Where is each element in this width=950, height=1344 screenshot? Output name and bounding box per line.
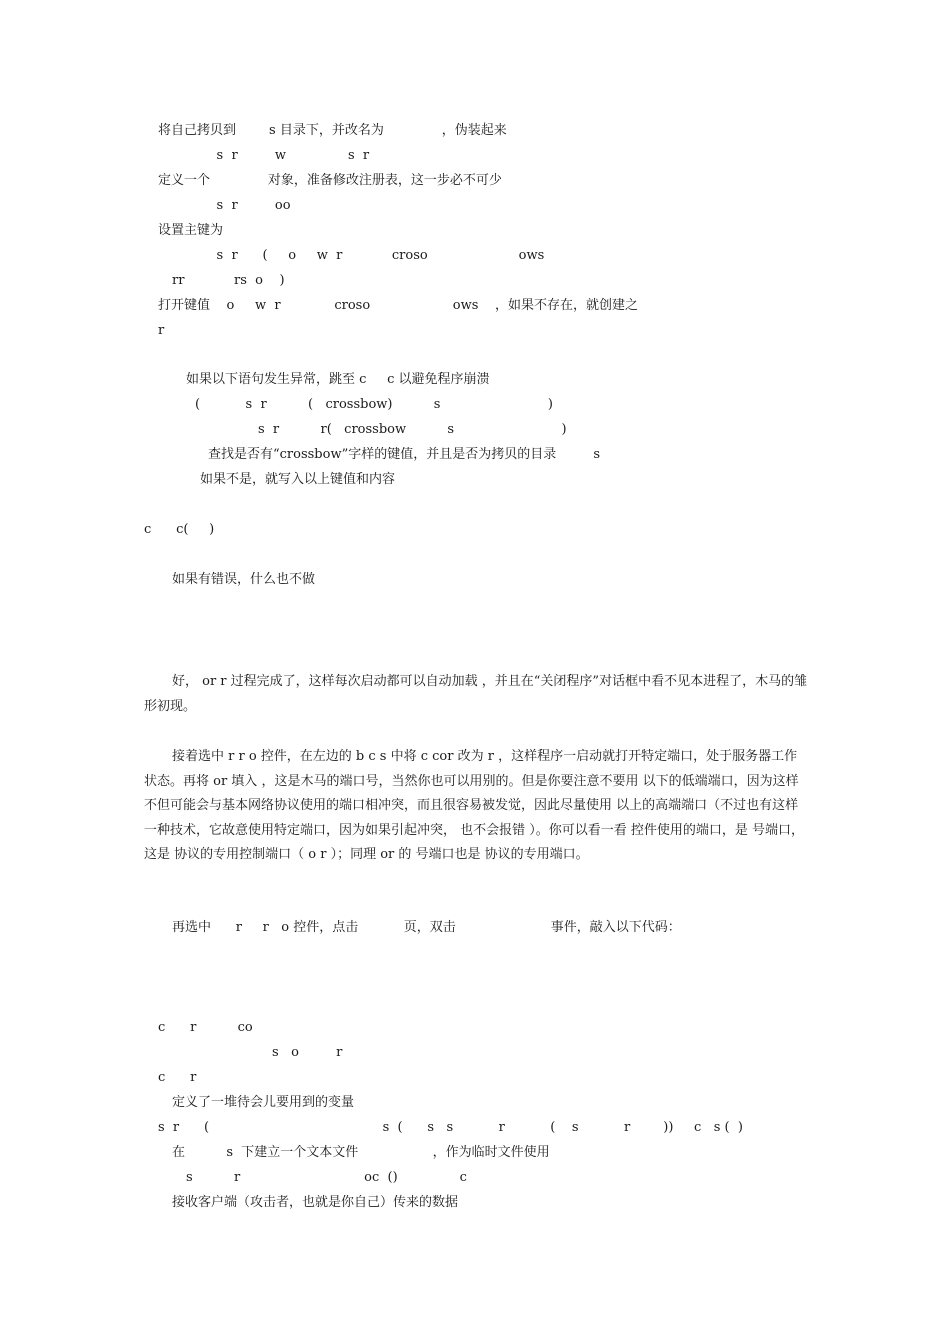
code-line: s o r — [272, 1045, 343, 1060]
text-line-on-error-nothing: 如果有错误，什么也不做 — [172, 572, 316, 587]
code-line: c r co — [158, 1020, 253, 1035]
text-line-open-key: 打开键值 o w r croso ows ，如果不存在，就创建之 — [158, 298, 638, 313]
text-line-create-temp-file: 在 s 下建立一个文本文件 ，作为临时文件使用 — [172, 1145, 550, 1160]
code-line: s r w s r — [200, 148, 370, 163]
text-line-define-vars: 定义了一堆待会儿要用到的变量 — [172, 1095, 355, 1110]
text-line-receive-data: 接收客户端（攻击者，也就是你自己）传来的数据 — [172, 1195, 459, 1210]
text-line-copy-self: 将自己拷贝到 s 目录下，并改名为 ，伪装起来 — [158, 123, 507, 138]
code-line: ( s r ( crossbow) s ) — [195, 397, 553, 412]
code-line: r — [158, 323, 165, 338]
text-line-find-key: 查找是否有“crossbow”字样的键值，并且是否为拷贝的目录 s — [208, 447, 601, 462]
text-line-define-object: 定义一个 对象，准备修改注册表，这一步必不可少 — [158, 173, 502, 188]
code-line: s r r( crossbow s ) — [258, 422, 567, 437]
text-line-on-error: 如果以下语句发生异常，跳至 c c 以避免程序崩溃 — [186, 372, 490, 387]
text-line-set-main-key: 设置主键为 — [158, 223, 224, 238]
code-line: s r ( o w r croso ows — [200, 248, 545, 263]
paragraph-process-complete: 好， or r 过程完成了，这样每次启动都可以自动加载 ，并且在“关闭程序”对话框中看不见本进程了，木马的雏形初现。 — [144, 674, 808, 714]
code-line: c c( ) — [144, 522, 215, 537]
code-line: c r — [158, 1070, 197, 1085]
code-line: s r oo — [200, 198, 291, 213]
paragraph-port-setup: 接着选中 r r o 控件，在左边的 b c s 中将 c cor 改为 r ，这样程序一启动就打开特定端口，处于服务器工作状态。再将 or 填入 ，这是木马的端口号，当然你也可以用别的。但是你要注意不要用 以下的低端端口，因为这样不但可能会与基本网络协议使用的端口相冲突，而且很容易被发觉，因此尽量使用 以上的高端端口（不过也有这样一种技术，它故意使用特定端口，因为如果引起冲突， 也不会报错 ）。你可以看一看 控件使用的端口，是 号端口，这是 协议的专用控制端口（ o r ）；同理 or 的 号端口也是 协议的专用端口。 — [144, 749, 805, 862]
text-line-if-not: 如果不是，就写入以上键值和内容 — [200, 472, 396, 487]
code-line: s r ( s ( s s r ( s r )) c s ( ) — [158, 1120, 743, 1135]
text-line-select-control: 再选中 r r o 控件，点击 页，双击 事件，敲入以下代码： — [172, 920, 681, 935]
code-line: rr rs o ) — [172, 273, 285, 288]
code-line: s r oc () c — [186, 1170, 467, 1185]
